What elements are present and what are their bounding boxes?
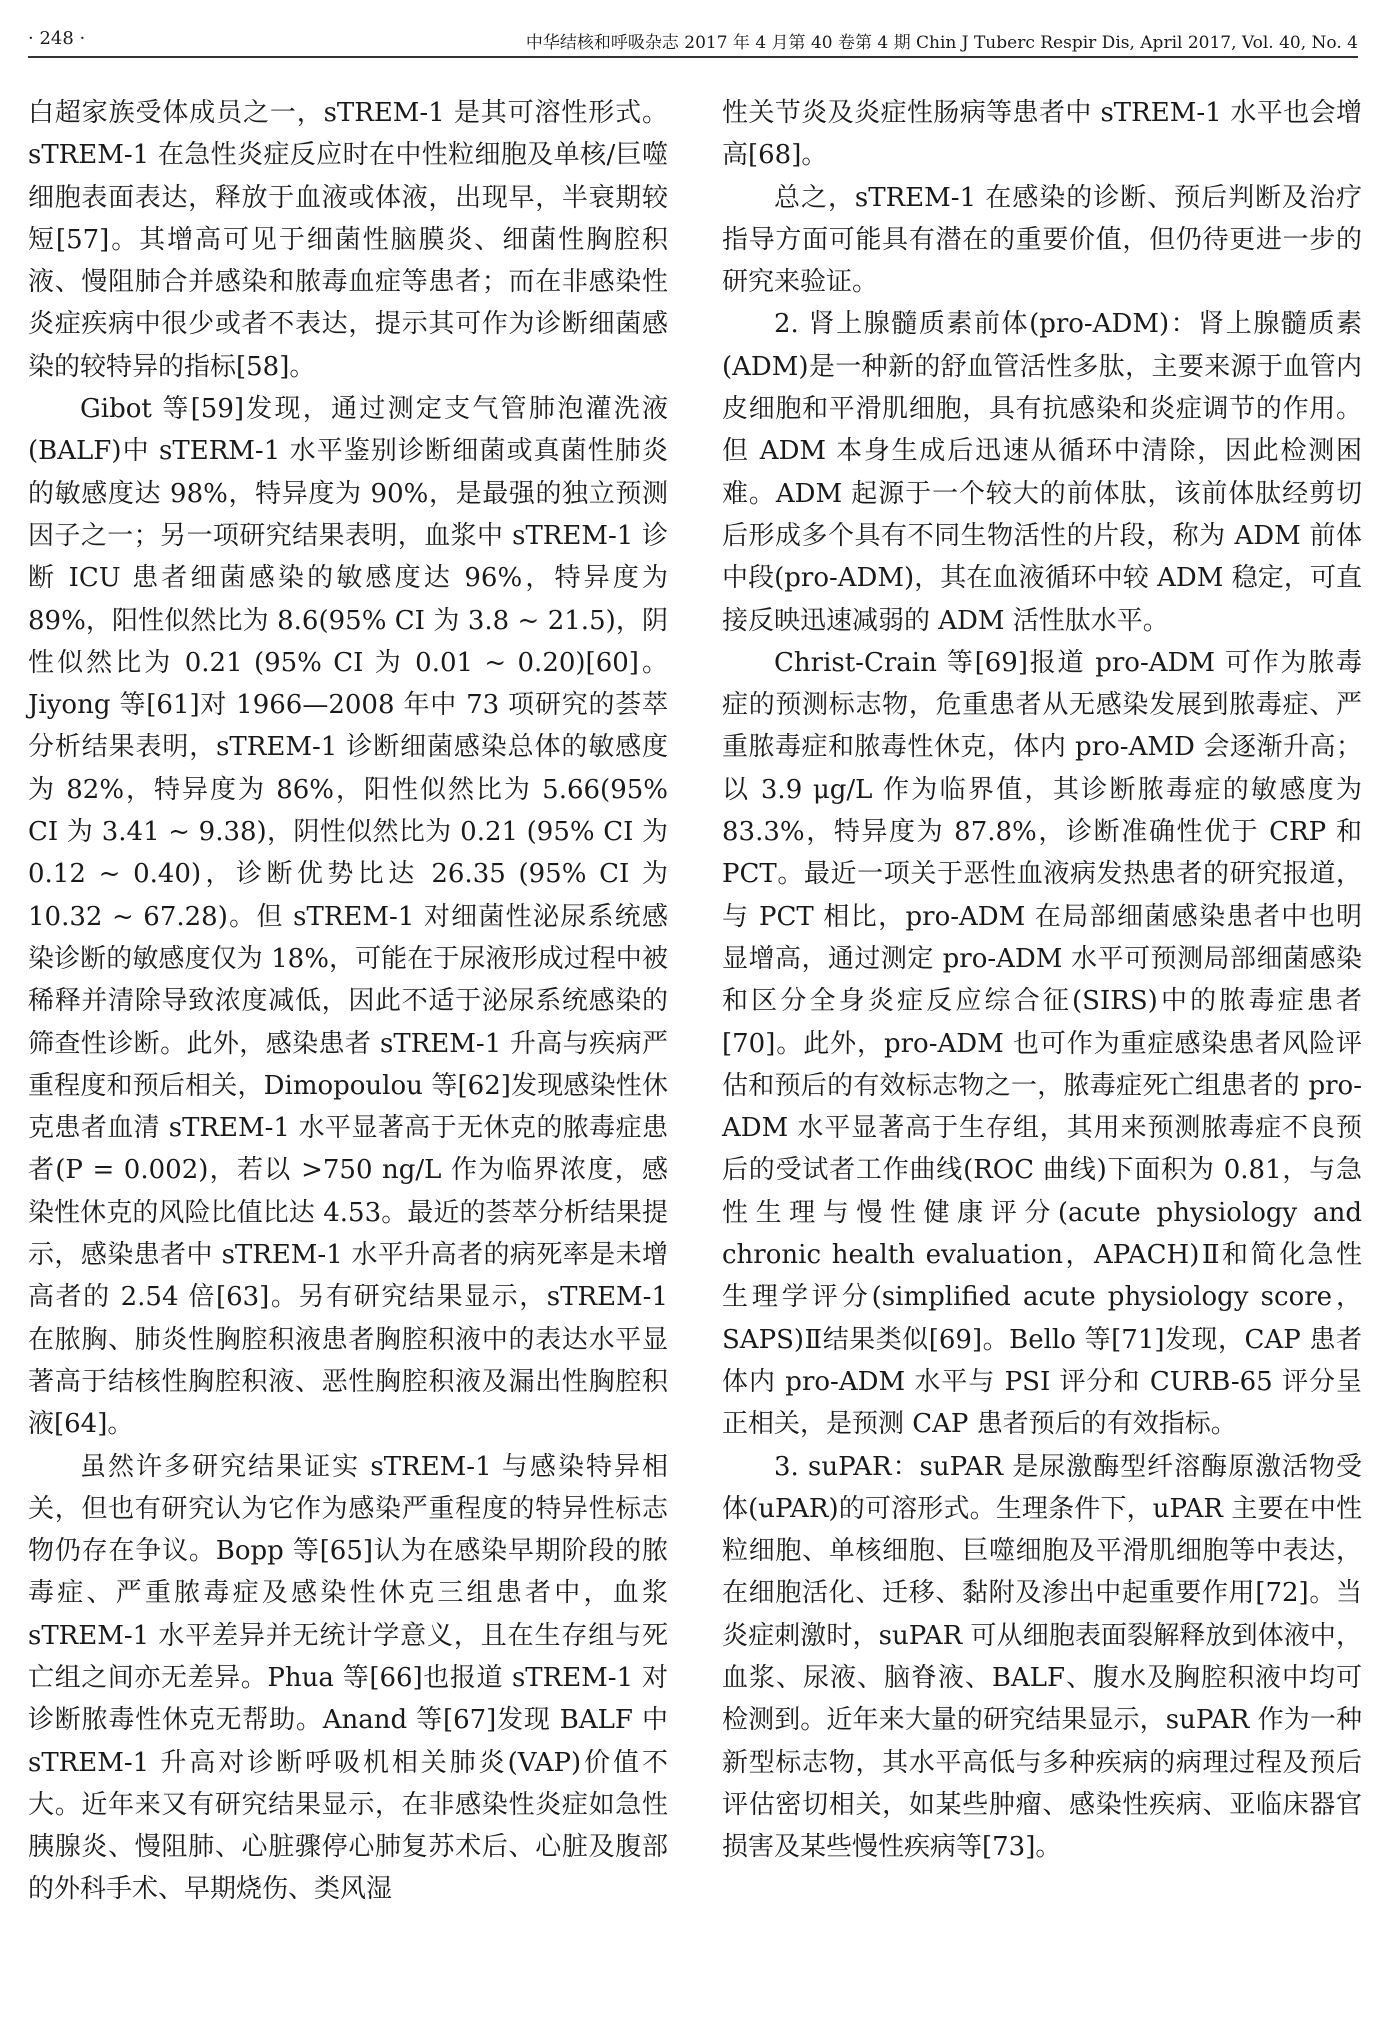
paragraph: Christ-Crain 等[69]报道 pro-ADM 可作为脓毒症的预测标志物，危重患者从无感染发展到脓毒症、严重脓毒症和脓毒性休克，体内 pro-AMD 会逐渐升高；以 3.9 μg/L 作为临界值，其诊断脓毒症的敏感度为 83.3%，特异度为 87.8%，诊断准确性优于 CRP 和 PCT。最近一项关于恶性血液病发热患者的研究报道，与 PCT 相比，pro-ADM 在局部细菌感染患者中也明显增高，通过测定 pro-ADM 水平可预测局部细菌感染和区分全身炎症反应综合征(SIRS)中的脓毒症患者[70]。此外，pro-ADM 也可作为重症感染患者风险评估和预后的有效标志物之一，脓毒症死亡组患者的 pro-ADM 水平显著高于生存组，其用来预测脓毒症不良预后的受试者工作曲线(ROC 曲线)下面积为 0.81，与急性生理与慢性健康评分(acute physiology and chronic health evaluation，APACH)Ⅱ和简化急性生理学评分(simplified acute physiology score，SAPS)Ⅱ结果类似[69]。Bello 等[71]发现，CAP 患者体内 pro-ADM 水平与 PSI 评分和 CURB-65 评分呈正相关，是预测 CAP 患者预后的有效指标。 [722,647,1362,1440]
paragraph: 2. 肾上腺髓质素前体(pro-ADM)：肾上腺髓质素(ADM)是一种新的舒血管活性多肽，主要来源于血管内皮细胞和平滑肌细胞，具有抗感染和炎症调节的作用。但 ADM 本身生成后迅速从循环中清除，因此检测困难。ADM 起源于一个较大的前体肽，该前体肽经剪切后形成多个具有不同生物活性的片段，称为 ADM 前体中段(pro-ADM)，其在血液循环中较 ADM 稳定，可直接反映迅速减弱的 ADM 活性肽水平。 [722,309,1362,636]
paragraph: 虽然许多研究结果证实 sTREM-1 与感染特异相关，但也有研究认为它作为感染严重程度的特异性标志物仍存在争议。Bopp 等[65]认为在感染早期阶段的脓毒症、严重脓毒症及感染性休克三组患者中，血浆 sTREM-1 水平差异并无统计学意义，且在生存组与死亡组之间亦无差异。Phua 等[66]也报道 sTREM-1 对诊断脓毒性休克无帮助。Anand 等[67]发现 BALF 中 sTREM-1 升高对诊断呼吸机相关肺炎(VAP)价值不大。近年来又有研究结果显示，在非感染性炎症如急性胰腺炎、慢阻肺、心脏骤停心肺复苏术后、心脏及腹部的外科手术、早期烧伤、类风湿 [28,1451,668,1905]
paragraph: 3. suPAR：suPAR 是尿激酶型纤溶酶原激活物受体(uPAR)的可溶形式。生理条件下，uPAR 主要在中性粒细胞、单核细胞、巨噬细胞及平滑肌细胞等中表达，在细胞活化、迁移、黏附及渗出中起重要作用[72]。当炎症刺激时，suPAR 可从细胞表面裂解释放到体液中，血浆、尿液、脑脊液、BALF、腹水及胸腔积液中均可检测到。近年来大量的研究结果显示，suPAR 作为一种新型标志物，其水平高低与多种疾病的病理过程及预后评估密切相关，如某些肿瘤、感染性疾病、亚临床器官损害及某些慢性疾病等[73]。 [722,1451,1362,1863]
paragraph: Gibot 等[59]发现，通过测定支气管肺泡灌洗液(BALF)中 sTERM-1 水平鉴别诊断细菌或真菌性肺炎的敏感度达 98%，特异度为 90%，是最强的独立预测因子之一；另一项研究结果表明，血浆中 sTREM-1 诊断 ICU 患者细菌感染的敏感度达 96%，特异度为 89%，阳性似然比为 8.6(95% CI 为 3.8 ~ 21.5)，阴性似然比为 0.21 (95% CI 为 0.01 ~ 0.20)[60]。Jiyong 等[61]对 1966—2008 年中 73 项研究的荟萃分析结果表明，sTREM-1 诊断细菌感染总体的敏感度为 82%，特异度为 86%，阳性似然比为 5.66(95% CI 为 3.41 ~ 9.38)，阴性似然比为 0.21 (95% CI 为 0.12 ~ 0.40)，诊断优势比达 26.35 (95% CI 为 10.32 ~ 67.28)。但 sTREM-1 对细菌性泌尿系统感染诊断的敏感度仅为 18%，可能在于尿液形成过程中被稀释并清除导致浓度减低，因此不适于泌尿系统感染的筛查性诊断。此外，感染患者 sTREM-1 升高与疾病严重程度和预后相关，Dimopoulou 等[62]发现感染性休克患者血清 sTREM-1 水平显著高于无休克的脓毒症患者(P = 0.002)，若以 >750 ng/L 作为临界浓度，感染性休克的风险比值比达 4.53。最近的荟萃分析结果提示，感染患者中 sTREM-1 水平升高者的病死率是未增高者的 2.54 倍[63]。另有研究结果显示，sTREM-1 在脓胸、肺炎性胸腔积液患者胸腔积液中的表达水平显著高于结核性胸腔积液、恶性胸腔积液及漏出性胸腔积液[64]。 [28,394,668,1440]
paragraph: 总之，sTREM-1 在感染的诊断、预后判断及治疗指导方面可能具有潜在的重要价值，但仍待更进一步的研究来验证。 [722,182,1362,298]
paragraph: 白超家族受体成员之一，sTREM-1 是其可溶性形式。sTREM-1 在急性炎症反应时在中性粒细胞及单核/巨噬细胞表面表达，释放于血液或体液，出现早，半衰期较短[57]。其增高可见于细菌性脑膜炎、细菌性胸腔积液、慢阻肺合并感染和脓毒血症等患者；而在非感染性炎症疾病中很少或者不表达，提示其可作为诊断细菌感染的较特异的指标[58]。 [28,98,668,382]
left-column [28,92,668,1911]
paragraph: 性关节炎及炎症性肠病等患者中 sTREM-1 水平也会增高[68]。 [722,98,1362,171]
page-number: · 248 · [28,28,86,49]
journal-citation: 中华结核和呼吸杂志 2017 年 4 月第 40 卷第 4 期 Chin J Tuberc Respir Dis, April 2017, Vol. 40, No. 4 [525,33,1358,53]
page-header [28,26,1358,58]
right-column [722,92,1362,1868]
